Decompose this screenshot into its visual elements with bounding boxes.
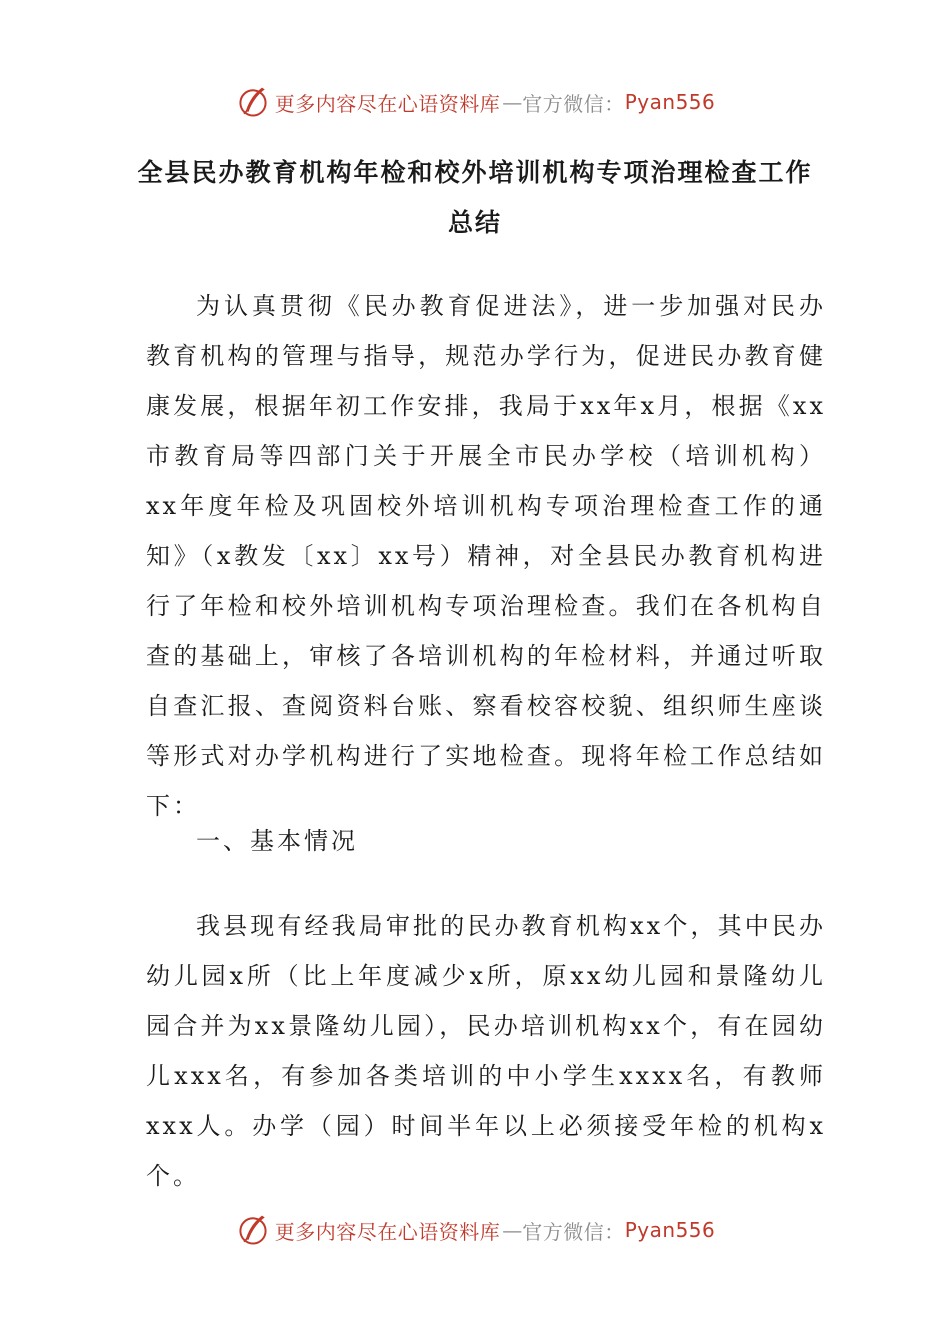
header-banner <box>0 82 950 122</box>
document-title <box>100 148 850 248</box>
quill-logo-icon <box>235 84 271 120</box>
title-line-2: 总结 <box>447 208 502 237</box>
banner-brand-text: 更多内容尽在心语资料库 <box>274 1219 501 1244</box>
title-line-1: 全县民办教育机构年检和校外培训机构专项治理检查工作 <box>137 158 813 187</box>
paragraph-intro: 为认真贯彻《民办教育促进法》，进一步加强对民办教育机构的管理与指导，规范办学行为，促进民办教育健康发展，根据年初工作安排，我局于xx年x月，根据《xx市教育局等四部门关于开展全市民办学校（培训机构）xx年度年检及巩固校外培训机构专项治理检查工作的通知》（x教发〔xx〕xx号）精神，对全县民办教育机构进行了年检和校外培训机构专项治理检查。我们在各机构自查的基础上，审核了各培训机构的年检材料，并通过听取自查汇报、查阅资料台账、察看校容校貌、组织师生座谈等形式对办学机构进行了实地检查。现将年检工作总结如下： <box>146 292 826 820</box>
paragraph-basic-situation: 我县现有经我局审批的民办教育机构xx个，其中民办幼儿园x所（比上年度减少x所，原xx幼儿园和景隆幼儿园合并为xx景隆幼儿园），民办培训机构xx个，有在园幼儿xxx名，有参加各类培训的中小学生xxxx名，有教师xxx人。办学（园）时间半年以上必须接受年检的机构x个。 <box>146 912 826 1190</box>
banner-wechat-id: Pyan556 <box>624 1218 716 1242</box>
banner-wechat-id: Pyan556 <box>624 90 716 114</box>
footer-banner <box>0 1210 950 1250</box>
banner-dash: — <box>502 90 521 114</box>
banner-brand-text: 更多内容尽在心语资料库 <box>274 91 501 116</box>
banner-dash: — <box>502 1218 521 1242</box>
banner-label: 官方微信： <box>522 1219 625 1244</box>
banner-label: 官方微信： <box>522 91 625 116</box>
section-heading-basic: 一、基本情况 <box>196 827 358 855</box>
quill-logo-icon <box>235 1212 271 1248</box>
